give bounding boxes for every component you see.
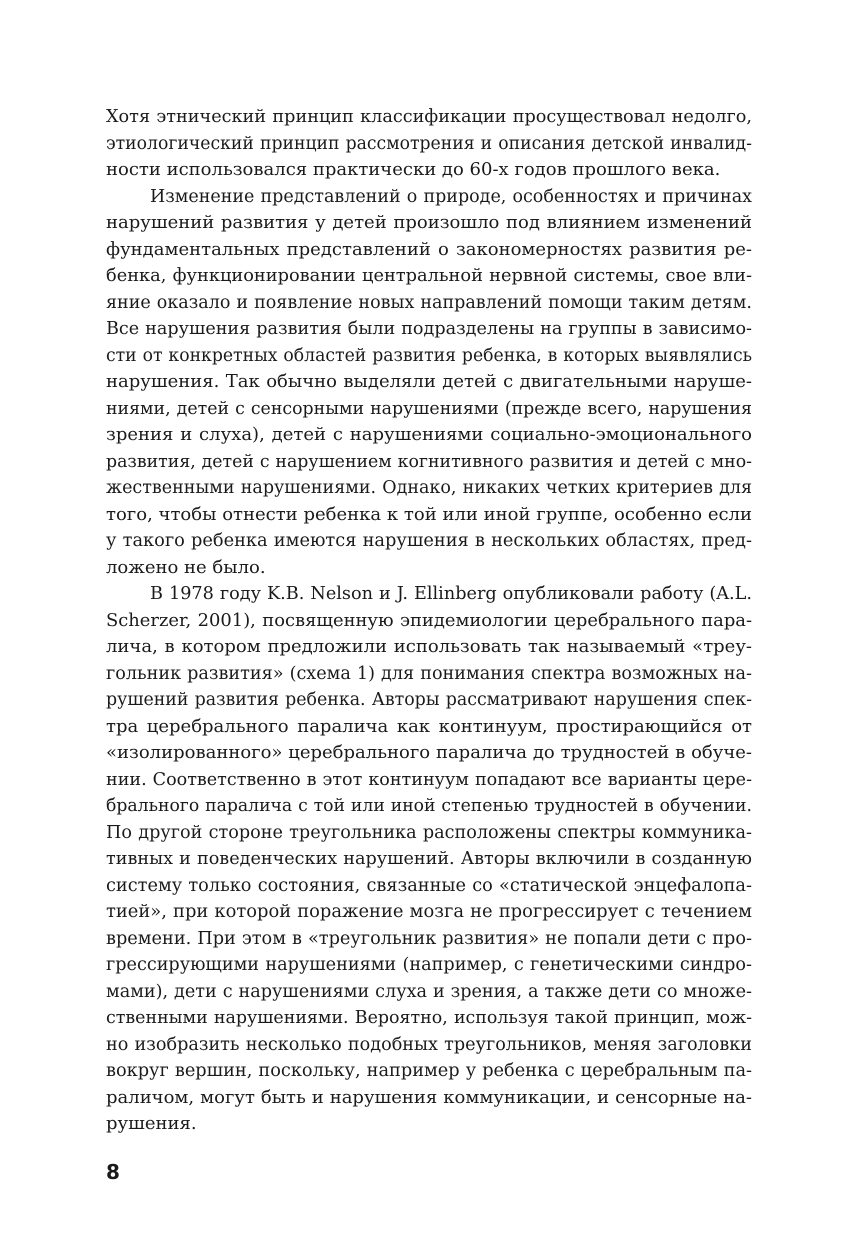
text-line: систему только состояния, связанные со «статической энцефалопа- xyxy=(106,875,752,896)
text-line: Изменение представлений о природе, особенностях и причинах xyxy=(150,186,752,207)
text-line: у такого ребенка имеются нарушения в нескольких областях, пред- xyxy=(106,530,752,551)
text-line: развития, детей с нарушением когнитивного развития и детей с мно- xyxy=(106,451,752,472)
body-text xyxy=(106,104,752,1138)
text-line: тивных и поведенческих нарушений. Авторы включили в созданную xyxy=(106,849,752,869)
text-line: брального паралича с той или иной степенью трудностей в обучении. xyxy=(106,796,752,816)
text-line: сти от конкретных областей развития ребенка, в которых выявлялись xyxy=(106,345,752,366)
text-line: вокруг вершин, поскольку, например у ребенка с церебральным па- xyxy=(106,1061,752,1081)
text-line: бенка, функционировании центральной нервной системы, свое вли- xyxy=(106,266,752,286)
text-line: времени. При этом в «треугольник развития» не попали дети с про- xyxy=(106,928,752,949)
text-line: Все нарушения развития были подразделены на группы в зависимо- xyxy=(106,319,752,339)
text-line: нии. Соответственно в этот континуум попадают все варианты цере- xyxy=(106,769,752,790)
text-line: нарушений развития у детей произошло под влиянием изменений xyxy=(106,212,752,233)
text-line: того, чтобы отнести ребенка к той или иной группе, особенно если xyxy=(106,503,752,525)
text-line: лича, в котором предложили использовать так называемый «треу- xyxy=(106,636,752,657)
text-line: Хотя этнический принцип классификации просуществовал недолго, xyxy=(106,107,752,127)
text-line: «изолированного» церебрального паралича до трудностей в обуче- xyxy=(106,742,752,763)
text-line: но изобразить несколько подобных треугольников, меняя заголовки xyxy=(106,1034,752,1055)
text-line: гольник развития» (схема 1) для понимания спектра возможных на- xyxy=(106,663,752,684)
text-line: ложено не было. xyxy=(106,556,266,578)
text-line: ности использовался практически до 60-х годов прошлого века. xyxy=(106,159,721,180)
text-line: нарушения. Так обычно выделяли детей с двигательными наруше- xyxy=(106,371,752,392)
text-line: тией», при которой поражение мозга не прогрессирует с течением xyxy=(106,901,752,922)
text-line: рушений развития ребенка. Авторы рассматривают нарушения спек- xyxy=(106,690,752,710)
text-line: тра церебрального паралича как континуум, простирающийся от xyxy=(106,715,752,737)
text-line: По другой стороне треугольника расположены спектры коммуника- xyxy=(106,822,752,843)
text-line: грессирующими нарушениями (например, с генетическими синдро- xyxy=(106,955,752,975)
text-line: Scherzer, 2001), посвященную эпидемиологии церебрального пара- xyxy=(106,609,752,631)
text-line: фундаментальных представлений о закономерностях развития ре- xyxy=(106,238,752,260)
paragraph-2 xyxy=(106,184,752,582)
text-line: раличом, могут быть и нарушения коммуникации, и сенсорные на- xyxy=(106,1086,752,1108)
text-line: мами), дети с нарушениями слуха и зрения, а также дети со множе- xyxy=(106,981,752,1002)
text-line: зрения и слуха), детей с нарушениями социально-эмоционального xyxy=(106,424,752,445)
text-line: ственными нарушениями. Вероятно, используя такой принцип, мож- xyxy=(106,1008,752,1028)
paragraph-1 xyxy=(106,104,752,184)
text-line: В 1978 году K.B. Nelson и J. Ellinberg опубликовали работу (A.L. xyxy=(150,584,752,604)
text-line: яние оказало и появление новых направлений помощи таким детям. xyxy=(106,292,752,313)
text-line: рушения. xyxy=(106,1113,197,1134)
page-number: 8 xyxy=(106,1160,120,1184)
text-line: этиологический принцип рассмотрения и описания детской инвалид- xyxy=(106,133,752,154)
text-line: ниями, детей с сенсорными нарушениями (прежде всего, нарушения xyxy=(106,398,752,419)
paragraph-3 xyxy=(106,581,752,1138)
text-line: жественными нарушениями. Однако, никаких четких критериев для xyxy=(106,478,752,498)
